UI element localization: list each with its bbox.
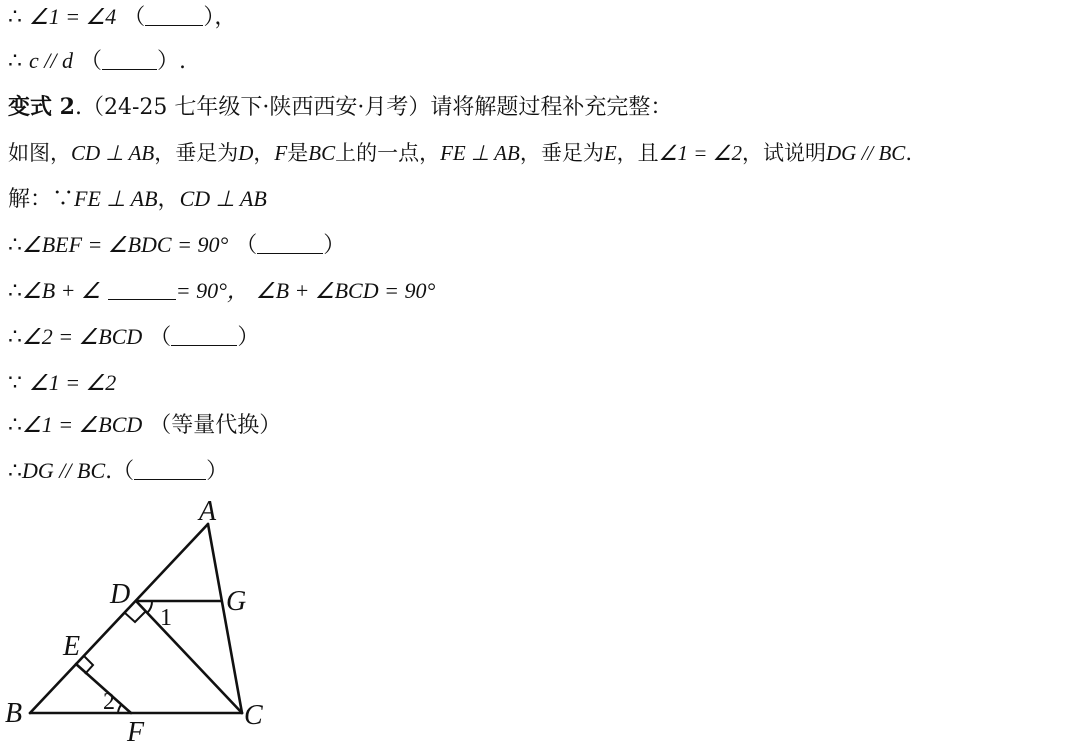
text: 如图， (8, 141, 71, 165)
equation: ∠1 = ∠4 (29, 4, 117, 29)
solution-line-4 (8, 322, 259, 353)
math: ∠1 = ∠BCD (22, 412, 143, 437)
paren-close: ） (237, 325, 260, 350)
math: ∠1 = ∠2 (658, 141, 742, 165)
text: ，垂足为 (154, 141, 239, 165)
solution-line-5 (8, 368, 116, 399)
math: ∠2 = ∠BCD (22, 324, 143, 349)
text: ， (157, 187, 180, 212)
paren-close: ）， (203, 5, 237, 30)
answer-blank[interactable] (257, 233, 323, 254)
equation: c // d (29, 48, 73, 73)
label-g: G (226, 586, 247, 617)
geometry-figure (0, 495, 300, 745)
problem-statement (8, 138, 912, 168)
label-e: E (63, 631, 81, 662)
math: FE ⊥ AB (74, 186, 158, 211)
label-d: D (110, 579, 131, 610)
text: 解：∵ (8, 187, 75, 212)
therefore-symbol: ∴ (8, 413, 22, 438)
paren-open: （ (80, 49, 103, 74)
therefore-symbol: ∴ (8, 459, 22, 484)
answer-blank[interactable] (171, 325, 237, 346)
paren-open: （ (149, 325, 172, 350)
math: F (274, 141, 288, 165)
solution-line-2 (8, 230, 345, 261)
label-angle-2: 2 (103, 689, 115, 715)
math: = 90°， (175, 278, 249, 303)
answer-blank[interactable] (134, 459, 206, 480)
label-f: F (127, 717, 145, 745)
math: ∠B + ∠ (22, 278, 101, 303)
text: 是 (287, 141, 309, 165)
paren-open: （ (235, 233, 258, 258)
therefore-symbol: ∴ (8, 325, 22, 350)
answer-blank[interactable] (108, 279, 176, 300)
paren-open: .（ (105, 459, 135, 484)
text: 上的一点， (335, 141, 441, 165)
text: ，试说明 (741, 141, 826, 165)
variant-label: 变式 2 (8, 94, 75, 120)
label-c: C (244, 700, 263, 731)
solution-line-3 (8, 276, 435, 307)
paren-close: ） (206, 459, 229, 484)
math: FE ⊥ AB (440, 141, 520, 165)
math: ∠1 = ∠2 (29, 370, 117, 395)
line-1 (8, 2, 236, 33)
math: D (238, 141, 254, 165)
paren-close: ） (323, 233, 346, 258)
label-angle-1: 1 (160, 605, 172, 631)
math: ∠BEF = ∠BDC = 90° (22, 232, 229, 257)
math: ∠B + ∠BCD = 90° (255, 278, 436, 303)
text: . (905, 141, 913, 165)
math: BC (308, 141, 336, 165)
text: ， (253, 141, 275, 165)
text: ，且 (616, 141, 659, 165)
angle-arc-2 (118, 704, 122, 713)
label-b: B (5, 698, 23, 729)
therefore-symbol: ∴ (8, 49, 22, 74)
because-symbol: ∵ (8, 371, 22, 396)
therefore-symbol: ∴ (8, 279, 22, 304)
math: DG // BC (825, 141, 906, 165)
paren-open: （ (123, 5, 146, 30)
math: CD ⊥ AB (71, 141, 155, 165)
problem-heading (8, 92, 672, 123)
text: ，垂足为 (519, 141, 604, 165)
solution-line-6 (8, 410, 281, 441)
paren-close: ）. (157, 49, 187, 74)
math: DG // BC (22, 458, 106, 483)
line-2 (8, 46, 186, 77)
right-angle-mark-d (125, 611, 146, 622)
side-ac (208, 524, 242, 713)
therefore-symbol: ∴ (8, 233, 22, 258)
problem-source: .（24-25 七年级下·陕西西安·月考）请将解题过程补充完整： (74, 95, 673, 120)
therefore-symbol: ∴ (8, 5, 22, 30)
math: CD ⊥ AB (179, 186, 267, 211)
reason-text: （等量代换） (149, 413, 282, 438)
solution-line-1 (8, 184, 267, 215)
answer-blank[interactable] (102, 49, 157, 70)
side-ab (30, 524, 208, 713)
solution-line-7 (8, 456, 228, 487)
label-a: A (199, 496, 217, 527)
angle-arc-1 (147, 601, 152, 613)
answer-blank[interactable] (145, 5, 203, 26)
math: E (603, 141, 617, 165)
